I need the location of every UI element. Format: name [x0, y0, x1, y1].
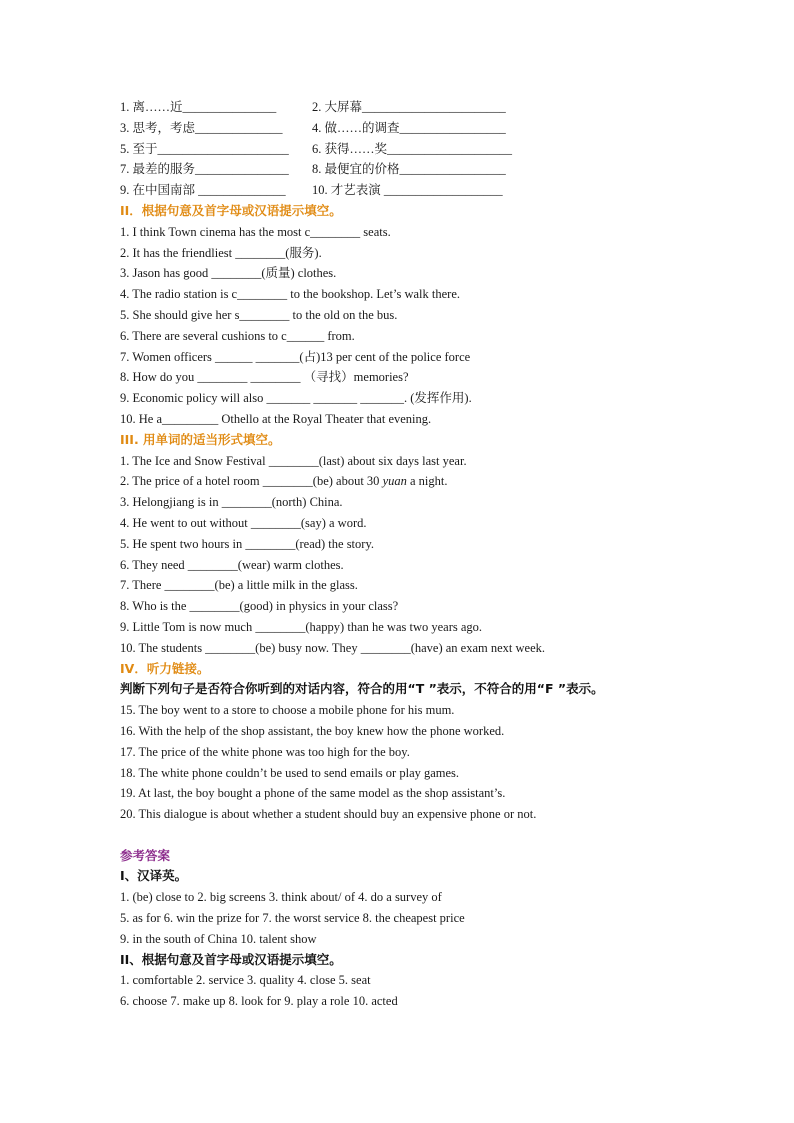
exercise-item: 9. Economic policy will also _______ _______ _______. (发挥作用). [120, 391, 472, 406]
vocab-item: 8. 最便宜的价格_________________ [312, 162, 506, 177]
answers-heading: 参考答案 [120, 847, 171, 863]
vocab-item: 9. 在中国南部 ______________ [120, 183, 286, 198]
exercise-item: 1. The Ice and Snow Festival ________(last) about six days last year. [120, 453, 467, 468]
vocab-item: 3. 思考，考虑______________ [120, 120, 283, 135]
answers-part-1-heading: I、汉译英。 [120, 868, 188, 884]
exercise-item: 20. This dialogue is about whether a student should buy an expensive phone or not. [120, 807, 537, 822]
exercise-item: 4. He went to out without ________(say) a word. [120, 515, 367, 530]
exercise-item: 16. With the help of the shop assistant, the boy knew how the phone worked. [120, 723, 505, 738]
vocab-row [120, 159, 720, 180]
section-4-heading: IV．听力链接。 [120, 660, 210, 676]
spacer [120, 825, 720, 846]
exercise-item: 9. Little Tom is now much ________(happy) than he was two years ago. [120, 619, 483, 634]
italic-word: yuan [382, 474, 407, 489]
vocab-item: 7. 最差的服务_______________ [120, 162, 289, 177]
section-2-heading: II．根据句意及首字母或汉语提示填空。 [120, 202, 342, 218]
vocab-row [120, 118, 720, 139]
section-3-heading: III. 用单词的适当形式填空。 [120, 431, 281, 447]
exercise-item: 19. At last, the boy bought a phone of the same model as the shop assistant’s. [120, 786, 506, 801]
answer-line: 1. comfortable 2. service 3. quality 4. close 5. seat [120, 973, 371, 988]
vocab-item: 2. 大屏幕_______________________ [312, 100, 506, 114]
exercise-item: 15. The boy went to a store to choose a mobile phone for his mum. [120, 703, 455, 718]
exercise-item: 7. There ________(be) a little milk in the glass. [120, 578, 358, 593]
section-4-instruction: 判断下列句子是否符合你听到的对话内容，符合的用“T ”表示，不符合的用“F ”表示。 [120, 681, 604, 697]
item-text: 2. The price of a hotel room ________(be) about 30 [120, 474, 383, 489]
exercise-item: 3. Helongjiang is in ________(north) China. [120, 495, 343, 510]
exercise-item: 18. The white phone couldn’t be used to send emails or play games. [120, 765, 460, 780]
exercise-item: 17. The price of the white phone was too high for the boy. [120, 744, 410, 759]
vocab-row [120, 139, 720, 160]
exercise-item: 7. Women officers ______ _______(占)13 per cent of the police force [120, 349, 471, 364]
exercise-item: 6. They need ________(wear) warm clothes. [120, 557, 344, 572]
exercise-item: 10. He a_________ Othello at the Royal Theater that evening. [120, 411, 432, 426]
answer-line: 9. in the south of China 10. talent show [120, 931, 317, 946]
answer-line: 6. choose 7. make up 8. look for 9. play a role 10. acted [120, 994, 398, 1009]
answer-line: 5. as for 6. win the prize for 7. the worst service 8. the cheapest price [120, 911, 465, 926]
worksheet-content [120, 97, 720, 1012]
exercise-item: 4. The radio station is c________ to the bookshop. Let’s walk there. [120, 287, 460, 302]
answers-part-2-heading: II、根据句意及首字母或汉语提示填空。 [120, 951, 342, 967]
vocab-item: 6. 获得……奖____________________ [312, 141, 513, 156]
vocab-item: 10. 才艺表演 ___________________ [312, 183, 503, 198]
exercise-item: 6. There are several cushions to c______ from. [120, 328, 355, 343]
answer-line: 1. (be) close to 2. big screens 3. think about/ of 4. do a survey of [120, 890, 442, 905]
exercise-item: 5. He spent two hours in ________(read) the story. [120, 536, 375, 551]
exercise-item: 8. Who is the ________(good) in physics in your class? [120, 599, 399, 614]
vocab-row [120, 97, 720, 118]
exercise-item: 2. It has the friendliest ________(服务). [120, 245, 322, 260]
vocab-row [120, 180, 720, 201]
exercise-item [120, 471, 720, 492]
item-text-tail: a night. [406, 474, 448, 489]
exercise-item: 8. How do you ________ ________ （寻找）memories? [120, 370, 409, 385]
exercise-item: 10. The students ________(be) busy now. They ________(have) an exam next week. [120, 640, 546, 655]
exercise-item: 3. Jason has good ________(质量) clothes. [120, 266, 337, 281]
vocab-item: 1. 离……近_______________ [120, 100, 277, 114]
vocab-item: 5. 至于_____________________ [120, 141, 289, 156]
vocab-item: 4. 做……的调查_________________ [312, 120, 506, 135]
exercise-item: 1. I think Town cinema has the most c________ seats. [120, 224, 391, 239]
exercise-item: 5. She should give her s________ to the old on the bus. [120, 307, 398, 322]
